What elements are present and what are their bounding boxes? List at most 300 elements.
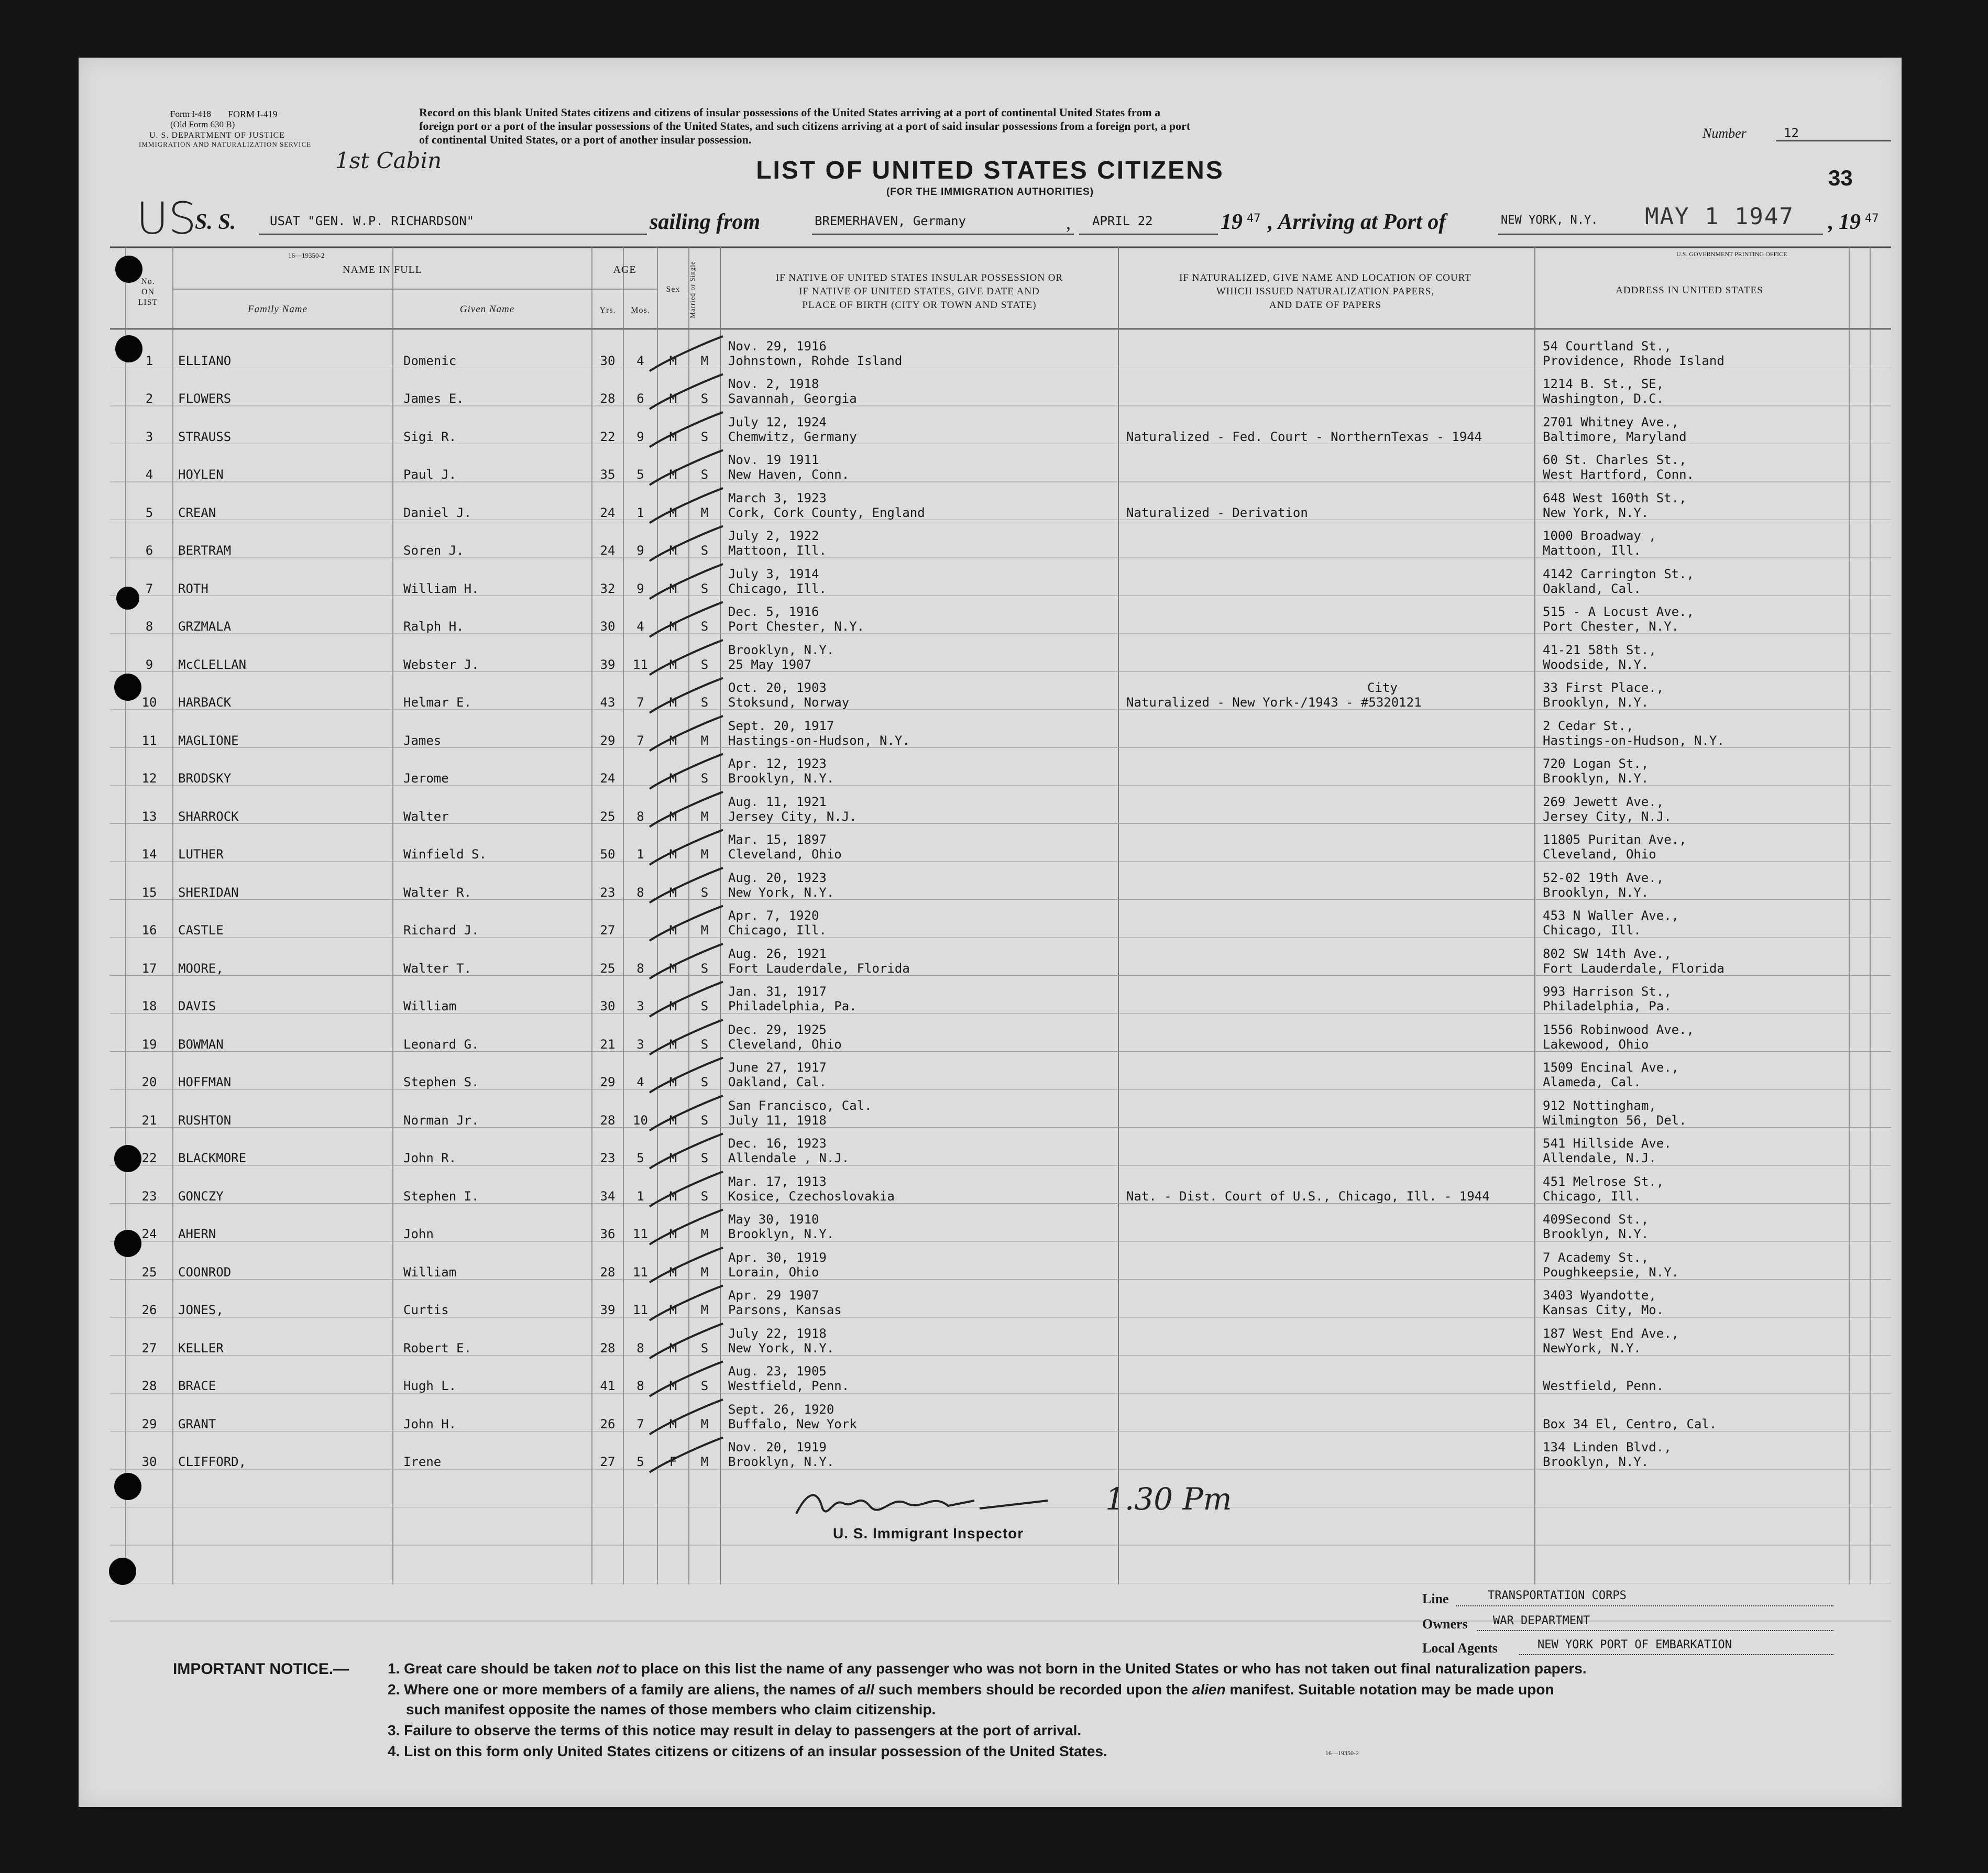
cell-birth2: Allendale , N.J. bbox=[728, 1151, 850, 1165]
cell-birth2: Oakland, Cal. bbox=[728, 1075, 827, 1089]
cell-sex: M bbox=[669, 429, 677, 444]
notice-1-a: 1. Great care should be taken bbox=[388, 1660, 597, 1677]
cell-no: 28 bbox=[141, 1379, 157, 1393]
cell-given: Webster J. bbox=[403, 657, 479, 672]
cell-sex: M bbox=[669, 885, 677, 900]
cell-birth2: Brooklyn, N.Y. bbox=[728, 1455, 834, 1469]
page-subtitle: (FOR THE IMMIGRATION AUTHORITIES) bbox=[886, 186, 1094, 197]
cell-given: Norman Jr. bbox=[403, 1112, 479, 1128]
cell-birth1: July 3, 1914 bbox=[728, 566, 819, 581]
cell-sex: M bbox=[669, 1151, 677, 1165]
cell-given: William bbox=[403, 999, 457, 1013]
cell-yrs: 26 bbox=[600, 1416, 616, 1431]
cell-birth1: Brooklyn, N.Y. bbox=[728, 642, 834, 657]
cell-mos: 9 bbox=[636, 543, 644, 558]
cell-addr1: 1000 Broadway , bbox=[1543, 528, 1656, 543]
cell-addr2: Chicago, Ill. bbox=[1543, 1188, 1641, 1204]
cell-birth2: Buffalo, New York bbox=[728, 1416, 857, 1431]
cell-yrs: 29 bbox=[600, 1075, 616, 1089]
cell-ms: M bbox=[700, 1455, 709, 1469]
cell-sex: M bbox=[669, 809, 677, 824]
hdr-sex: Sex bbox=[666, 285, 680, 294]
cell-family: BRACE bbox=[178, 1379, 216, 1393]
cell-birth2: New York, N.Y. bbox=[728, 885, 834, 900]
cell-no: 8 bbox=[145, 619, 153, 634]
cell-birth1: Aug. 23, 1905 bbox=[728, 1364, 827, 1379]
cell-birth1: Mar. 17, 1913 bbox=[728, 1174, 827, 1189]
table-row bbox=[79, 520, 1902, 558]
cell-birth1: Apr. 7, 1920 bbox=[728, 908, 819, 923]
cell-mos: 8 bbox=[636, 1340, 644, 1356]
cell-ms: S bbox=[700, 695, 709, 710]
cell-family: RUSHTON bbox=[178, 1112, 232, 1128]
cell-no: 21 bbox=[141, 1112, 157, 1128]
number-label: Number bbox=[1703, 126, 1747, 141]
cell-ms: S bbox=[700, 391, 709, 406]
cell-addr1: 33 First Place., bbox=[1543, 680, 1664, 695]
cell-ms: S bbox=[700, 1151, 709, 1165]
cell-birth2: Hastings-on-Hudson, N.Y. bbox=[728, 733, 910, 748]
form-id-old2: (Old Form 630 B) bbox=[170, 119, 235, 129]
cell-sex: M bbox=[669, 847, 677, 862]
cell-addr2: NewYork, N.Y. bbox=[1543, 1340, 1641, 1356]
cell-yrs: 43 bbox=[600, 695, 616, 710]
cell-no: 11 bbox=[141, 733, 157, 748]
cell-ms: M bbox=[700, 1303, 709, 1317]
cell-mos: 4 bbox=[636, 353, 644, 368]
cell-yrs: 50 bbox=[600, 847, 616, 862]
hdr-birth-text: IF NATIVE OF UNITED STATES INSULAR POSSESSION OR IF NATIVE OF UNITED STATES, GIVE DATE AND PLACE OF BIRTH (CITY OR TOWN AND STATE) bbox=[775, 272, 1063, 311]
cell-addr1: 515 - A Locust Ave., bbox=[1543, 604, 1694, 619]
cell-sex: M bbox=[669, 581, 677, 596]
cell-sex: M bbox=[669, 1112, 677, 1128]
us-note: US bbox=[136, 193, 196, 244]
arriving-label: , Arriving at Port of bbox=[1268, 210, 1446, 234]
cell-mos: 8 bbox=[636, 885, 644, 900]
cell-given: Curtis bbox=[403, 1303, 449, 1317]
cell-no: 14 bbox=[141, 847, 157, 862]
notice-2-c: manifest. Suitable notation may be made upon bbox=[1225, 1681, 1554, 1698]
punch-hole bbox=[115, 256, 142, 283]
cell-addr1: 41-21 58th St., bbox=[1543, 642, 1656, 657]
cell-birth1: Aug. 26, 1921 bbox=[728, 946, 827, 961]
cell-addr2: Box 34 El, Centro, Cal. bbox=[1543, 1416, 1717, 1431]
form-id-strike: Form I-418 bbox=[170, 109, 211, 119]
cell-given: James E. bbox=[403, 391, 464, 406]
ship-name: USAT "GEN. W.P. RICHARDSON" bbox=[270, 214, 475, 228]
cell-no: 1 bbox=[145, 353, 153, 368]
table-row bbox=[79, 1089, 1902, 1127]
cell-yrs: 25 bbox=[600, 961, 616, 976]
line-underline bbox=[1456, 1605, 1833, 1606]
cell-ms: M bbox=[700, 1416, 709, 1431]
cell-no: 3 bbox=[145, 429, 153, 444]
cell-ms: M bbox=[700, 353, 709, 368]
cell-yrs: 23 bbox=[600, 885, 616, 900]
table-row bbox=[79, 1317, 1902, 1355]
cell-sex: M bbox=[669, 1264, 677, 1280]
cell-no: 18 bbox=[141, 999, 157, 1013]
cell-birth2: Chicago, Ill. bbox=[728, 923, 827, 938]
cell-family: STRAUSS bbox=[178, 429, 232, 444]
punch-hole bbox=[114, 674, 141, 701]
cell-no: 12 bbox=[141, 771, 157, 786]
cell-no: 5 bbox=[145, 505, 153, 520]
cell-no: 25 bbox=[141, 1264, 157, 1280]
owners-label: Owners bbox=[1422, 1616, 1468, 1632]
cell-sex: M bbox=[669, 353, 677, 368]
cell-addr2: Washington, D.C. bbox=[1543, 391, 1664, 406]
sailing-from: BREMERHAVEN, Germany bbox=[815, 214, 966, 228]
cell-yrs: 27 bbox=[600, 1455, 616, 1469]
cell-mos: 1 bbox=[636, 505, 644, 520]
cell-given: Ralph H. bbox=[403, 619, 464, 634]
cell-sex: M bbox=[669, 1075, 677, 1089]
cell-family: BOWMAN bbox=[178, 1037, 224, 1052]
cell-yrs: 39 bbox=[600, 657, 616, 672]
cell-yrs: 22 bbox=[600, 429, 616, 444]
agents-value: NEW YORK PORT OF EMBARKATION bbox=[1537, 1638, 1732, 1651]
punch-hole bbox=[114, 1473, 141, 1500]
cell-family: KELLER bbox=[178, 1340, 224, 1356]
cell-ms: S bbox=[700, 467, 709, 482]
hdr-family-name: Family Name bbox=[248, 304, 307, 315]
cell-family: HOYLEN bbox=[178, 467, 224, 482]
cell-yrs: 32 bbox=[600, 581, 616, 596]
cell-no: 26 bbox=[141, 1303, 157, 1317]
cell-yrs: 28 bbox=[600, 391, 616, 406]
cell-birth2: 25 May 1907 bbox=[728, 657, 811, 672]
cell-sex: M bbox=[669, 505, 677, 520]
cell-addr2: Westfield, Penn. bbox=[1543, 1379, 1664, 1393]
punch-hole bbox=[114, 1230, 141, 1257]
cell-addr2: Oakland, Cal. bbox=[1543, 581, 1641, 596]
cell-yrs: 29 bbox=[600, 733, 616, 748]
cell-family: CREAN bbox=[178, 505, 216, 520]
notice-3: 3. Failure to observe the terms of this notice may result in delay to passengers at the port of arrival. bbox=[388, 1722, 1082, 1738]
cell-no: 23 bbox=[141, 1188, 157, 1204]
cell-given: Jerome bbox=[403, 771, 449, 786]
sailing-label: sailing from bbox=[650, 210, 761, 234]
cell-ms: M bbox=[700, 809, 709, 824]
cell-given: John bbox=[403, 1227, 434, 1241]
cell-nat: Naturalized - New York-/1943 - #5320121 bbox=[1126, 695, 1422, 710]
class-note: 1st Cabin bbox=[335, 148, 442, 173]
cell-family: LUTHER bbox=[178, 847, 224, 862]
table-row bbox=[79, 596, 1902, 634]
cell-family: SHERIDAN bbox=[178, 885, 239, 900]
notice-2 bbox=[388, 1681, 1554, 1698]
notice-2-a: 2. Where one or more members of a family are aliens, the names of bbox=[388, 1681, 858, 1698]
cell-sex: M bbox=[669, 1379, 677, 1393]
cell-mos: 4 bbox=[636, 1075, 644, 1089]
cell-birth2: Philadelphia, Pa. bbox=[728, 999, 857, 1013]
cell-family: COONROD bbox=[178, 1264, 232, 1280]
cell-birth1: Apr. 30, 1919 bbox=[728, 1250, 827, 1265]
cell-mos: 4 bbox=[636, 619, 644, 634]
table-row bbox=[79, 368, 1902, 406]
cell-addr2: Baltimore, Maryland bbox=[1543, 429, 1687, 444]
cell-given: Walter bbox=[403, 809, 449, 824]
cell-given: Paul J. bbox=[403, 467, 457, 482]
notice-1-em: not bbox=[596, 1660, 619, 1677]
cell-sex: M bbox=[669, 1188, 677, 1204]
cell-addr2: Hastings-on-Hudson, N.Y. bbox=[1543, 733, 1725, 748]
cell-addr1: 1509 Encinal Ave., bbox=[1543, 1060, 1679, 1075]
cell-addr2: Brooklyn, N.Y. bbox=[1543, 771, 1649, 786]
cell-yrs: 27 bbox=[600, 923, 616, 938]
hdr-birth bbox=[720, 271, 1118, 312]
cell-ms: S bbox=[700, 543, 709, 558]
cell-mos: 3 bbox=[636, 1037, 644, 1052]
cell-birth1: July 22, 1918 bbox=[728, 1326, 827, 1341]
cell-no: 24 bbox=[141, 1227, 157, 1241]
cell-addr1: 11805 Puritan Ave., bbox=[1543, 832, 1687, 847]
cell-mos: 8 bbox=[636, 1379, 644, 1393]
cell-birth1: Aug. 20, 1923 bbox=[728, 870, 827, 885]
hdr-married-single: Married or Single bbox=[688, 261, 696, 318]
cell-family: ELLIANO bbox=[178, 353, 232, 368]
cell-family: SHARROCK bbox=[178, 809, 239, 824]
cell-ms: M bbox=[700, 923, 709, 938]
cell-given: Winfield S. bbox=[403, 847, 487, 862]
cell-birth1: Aug. 11, 1921 bbox=[728, 794, 827, 809]
table-row bbox=[79, 1013, 1902, 1051]
cell-birth1: San Francisco, Cal. bbox=[728, 1098, 872, 1113]
cell-addr2: Alameda, Cal. bbox=[1543, 1075, 1641, 1089]
cell-birth1: Nov. 20, 1919 bbox=[728, 1440, 827, 1455]
cell-family: GRANT bbox=[178, 1416, 216, 1431]
cell-addr2: Brooklyn, N.Y. bbox=[1543, 1455, 1649, 1469]
cell-family: ROTH bbox=[178, 581, 208, 596]
cell-birth1: Dec. 16, 1923 bbox=[728, 1136, 827, 1151]
cell-addr2: Lakewood, Ohio bbox=[1543, 1037, 1649, 1052]
cell-nat: Naturalized - Fed. Court - NorthernTexas - 1944 bbox=[1126, 429, 1482, 444]
cell-sex: M bbox=[669, 999, 677, 1013]
cell-no: 29 bbox=[141, 1416, 157, 1431]
cell-no: 9 bbox=[145, 657, 153, 672]
cell-yrs: 34 bbox=[600, 1188, 616, 1204]
cell-birth2: New Haven, Conn. bbox=[728, 467, 850, 482]
table-row bbox=[79, 900, 1902, 938]
hdr-mos: Mos. bbox=[631, 306, 650, 315]
cell-ms: M bbox=[700, 1264, 709, 1280]
cell-given: William H. bbox=[403, 581, 479, 596]
cell-birth1: Nov. 29, 1916 bbox=[728, 338, 827, 354]
cell-sex: M bbox=[669, 1416, 677, 1431]
cell-addr1: 720 Logan St., bbox=[1543, 756, 1649, 771]
cell-family: CLIFFORD, bbox=[178, 1455, 247, 1469]
cell-ms: S bbox=[700, 657, 709, 672]
cell-mos: 5 bbox=[636, 1151, 644, 1165]
cell-no: 16 bbox=[141, 923, 157, 938]
cell-no: 30 bbox=[141, 1455, 157, 1469]
page-number: 33 bbox=[1828, 166, 1853, 190]
cell-given: James bbox=[403, 733, 442, 748]
cell-no: 4 bbox=[145, 467, 153, 482]
cell-addr2: Mattoon, Ill. bbox=[1543, 543, 1641, 558]
table-row bbox=[79, 1280, 1902, 1317]
cell-ms: S bbox=[700, 961, 709, 976]
cell-yrs: 41 bbox=[600, 1379, 616, 1393]
cell-birth2: Chemwitz, Germany bbox=[728, 429, 857, 444]
inspector-label: U. S. Immigrant Inspector bbox=[833, 1525, 1024, 1541]
cell-given: Helmar E. bbox=[403, 695, 472, 710]
cell-mos: 5 bbox=[636, 1455, 644, 1469]
cell-birth1: March 3, 1923 bbox=[728, 490, 827, 505]
cell-ms: S bbox=[700, 1037, 709, 1052]
cell-addr1: 3403 Wyandotte, bbox=[1543, 1288, 1656, 1303]
cell-no: 15 bbox=[141, 885, 157, 900]
table-row bbox=[79, 330, 1902, 368]
cell-given: Stephen S. bbox=[403, 1075, 479, 1089]
cell-birth1: Oct. 20, 1903 bbox=[728, 680, 827, 695]
cell-mos: 9 bbox=[636, 581, 644, 596]
cell-addr1: 1214 B. St., SE, bbox=[1543, 377, 1664, 391]
cell-no: 20 bbox=[141, 1075, 157, 1089]
cell-addr1: 54 Courtland St., bbox=[1543, 338, 1672, 354]
cell-ms: S bbox=[700, 999, 709, 1013]
cell-given: William bbox=[403, 1264, 457, 1280]
line-label: Line bbox=[1422, 1591, 1449, 1606]
cell-given: Sigi R. bbox=[403, 429, 457, 444]
cell-family: HOFFMAN bbox=[178, 1075, 232, 1089]
owners-underline bbox=[1477, 1630, 1833, 1631]
cell-given: Irene bbox=[403, 1455, 442, 1469]
cell-yrs: 24 bbox=[600, 505, 616, 520]
cell-addr2: Woodside, N.Y. bbox=[1543, 657, 1649, 672]
cell-addr2: Philadelphia, Pa. bbox=[1543, 999, 1672, 1013]
cell-no: 7 bbox=[145, 581, 153, 596]
arriving-port: NEW YORK, N.Y. bbox=[1501, 214, 1598, 227]
table-row bbox=[79, 444, 1902, 482]
cell-ms: S bbox=[700, 1075, 709, 1089]
table-row bbox=[79, 1356, 1902, 1393]
cell-birth2: New York, N.Y. bbox=[728, 1340, 834, 1356]
cell-birth1: July 12, 1924 bbox=[728, 414, 827, 429]
cell-birth1: June 27, 1917 bbox=[728, 1060, 827, 1075]
cell-ms: M bbox=[700, 733, 709, 748]
cell-birth2: Lorain, Ohio bbox=[728, 1264, 819, 1280]
cell-nat: Naturalized - Derivation bbox=[1126, 505, 1308, 520]
cell-addr1: 409Second St., bbox=[1543, 1212, 1649, 1227]
cell-birth1: Nov. 2, 1918 bbox=[728, 377, 819, 391]
hdr-yrs: Yrs. bbox=[599, 306, 616, 315]
table-row bbox=[79, 1128, 1902, 1165]
form-code-top: 16—19350-2 bbox=[288, 251, 325, 259]
cell-no: 27 bbox=[141, 1340, 157, 1356]
cell-mos: 1 bbox=[636, 1188, 644, 1204]
table-row bbox=[79, 786, 1902, 823]
cell-ms: S bbox=[700, 581, 709, 596]
cell-addr2: Cleveland, Ohio bbox=[1543, 847, 1656, 862]
owners-value: WAR DEPARTMENT bbox=[1493, 1614, 1590, 1627]
cell-addr2: Brooklyn, N.Y. bbox=[1543, 885, 1649, 900]
cell-mos: 11 bbox=[633, 1227, 648, 1241]
arrival-stamp: MAY 1 1947 bbox=[1645, 203, 1794, 230]
table-row bbox=[79, 710, 1902, 747]
table-row bbox=[79, 482, 1902, 520]
punch-hole bbox=[115, 335, 142, 362]
cell-addr1: 1556 Robinwood Ave., bbox=[1543, 1022, 1694, 1037]
cell-given: Richard J. bbox=[403, 923, 479, 938]
cell-no: 10 bbox=[141, 695, 157, 710]
form-id: FORM I-419 bbox=[228, 109, 278, 119]
cell-yrs: 39 bbox=[600, 1303, 616, 1317]
cell-birth1: May 30, 1910 bbox=[728, 1212, 819, 1227]
cell-mos: 11 bbox=[633, 1303, 648, 1317]
cell-birth2: Savannah, Georgia bbox=[728, 391, 857, 406]
notice-1 bbox=[388, 1660, 1587, 1677]
cell-family: MAGLIONE bbox=[178, 733, 239, 748]
cell-birth2: Port Chester, N.Y. bbox=[728, 619, 865, 634]
cell-mos: 5 bbox=[636, 467, 644, 482]
cell-addr1: 134 Linden Blvd., bbox=[1543, 1440, 1672, 1455]
form-code-bottom: 16—19350-2 bbox=[1325, 1749, 1359, 1757]
cell-family: DAVIS bbox=[178, 999, 216, 1013]
cell-ms: S bbox=[700, 1379, 709, 1393]
cell-given: Leonard G. bbox=[403, 1037, 479, 1052]
notice-1-b: to place on this list the name of any passenger who was not born in the United States or who has not taken out final naturalization papers. bbox=[619, 1660, 1587, 1677]
cell-birth2: Brooklyn, N.Y. bbox=[728, 771, 834, 786]
cell-yrs: 21 bbox=[600, 1037, 616, 1052]
notice-2-em1: all bbox=[858, 1681, 874, 1698]
cell-yrs: 35 bbox=[600, 467, 616, 482]
cell-addr1: 648 West 160th St., bbox=[1543, 490, 1687, 505]
sail-year-suffix: 47 bbox=[1247, 212, 1261, 225]
cell-given: Soren J. bbox=[403, 543, 464, 558]
cell-yrs: 28 bbox=[600, 1112, 616, 1128]
cell-mos: 7 bbox=[636, 695, 644, 710]
cell-birth1: Nov. 19 1911 bbox=[728, 453, 819, 467]
cell-birth2: Cleveland, Ohio bbox=[728, 1037, 842, 1052]
number-value: 12 bbox=[1784, 126, 1799, 140]
cell-nat: Nat. - Dist. Court of U.S., Chicago, Ill. - 1944 bbox=[1126, 1188, 1490, 1204]
cell-family: CASTLE bbox=[178, 923, 224, 938]
cell-given: Walter T. bbox=[403, 961, 472, 976]
hdr-address: ADDRESS IN UNITED STATES bbox=[1616, 285, 1763, 296]
cell-addr1: 2701 Whitney Ave., bbox=[1543, 414, 1679, 429]
cell-ms: S bbox=[700, 885, 709, 900]
comma-sep: , bbox=[1066, 212, 1071, 233]
cell-given: Stephen I. bbox=[403, 1188, 479, 1204]
manifest-page bbox=[79, 58, 1902, 1807]
cell-birth2: Stoksund, Norway bbox=[728, 695, 850, 710]
cell-sex: M bbox=[669, 771, 677, 786]
cell-addr1: 52-02 19th Ave., bbox=[1543, 870, 1664, 885]
cell-no: 19 bbox=[141, 1037, 157, 1052]
cell-no: 2 bbox=[145, 391, 153, 406]
table-row bbox=[79, 938, 1902, 975]
cell-mos: 10 bbox=[633, 1112, 648, 1128]
cell-addr1: 2 Cedar St., bbox=[1543, 718, 1634, 733]
comma-sep-2: , bbox=[1828, 210, 1834, 234]
cell-sex: M bbox=[669, 1340, 677, 1356]
cell-given: Daniel J. bbox=[403, 505, 472, 520]
cell-addr2: Brooklyn, N.Y. bbox=[1543, 695, 1649, 710]
table-row bbox=[79, 862, 1902, 899]
cell-yrs: 36 bbox=[600, 1227, 616, 1241]
cell-yrs: 25 bbox=[600, 809, 616, 824]
cell-family: AHERN bbox=[178, 1227, 216, 1241]
sail-year-prefix: 19 bbox=[1221, 210, 1243, 234]
service-line: IMMIGRATION AND NATURALIZATION SERVICE bbox=[139, 140, 312, 148]
cell-mos: 1 bbox=[636, 847, 644, 862]
cell-yrs: 30 bbox=[600, 999, 616, 1013]
punch-hole bbox=[114, 1145, 141, 1172]
cell-mos: 7 bbox=[636, 733, 644, 748]
notice-2-cont: such manifest opposite the names of those members who claim citizenship. bbox=[406, 1701, 936, 1717]
